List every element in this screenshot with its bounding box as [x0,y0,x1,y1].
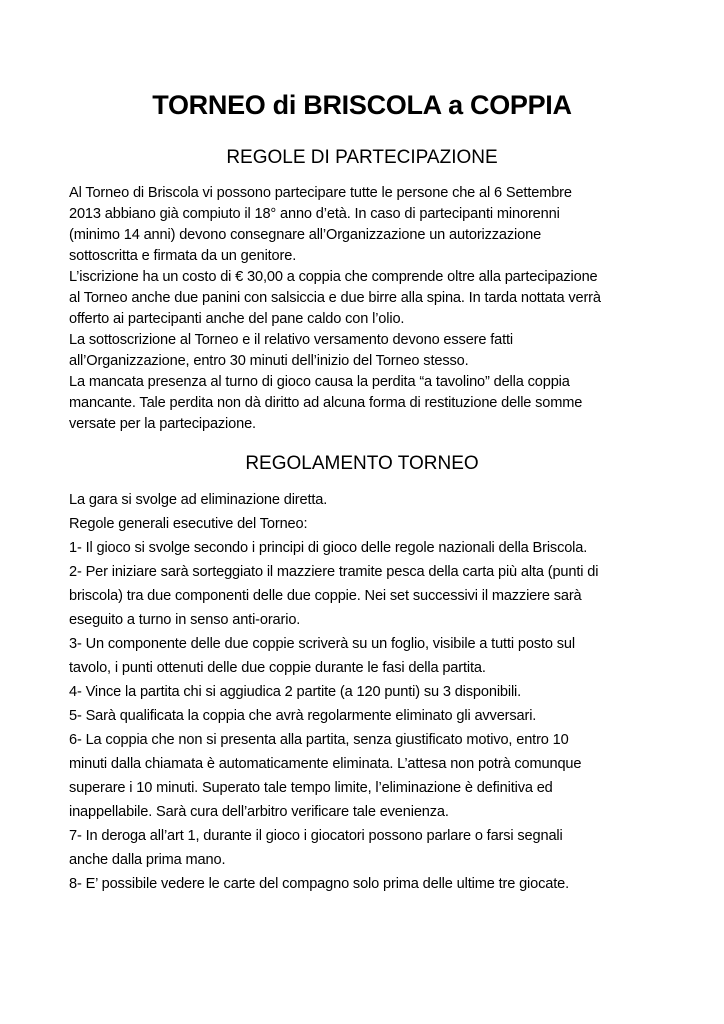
rule-line: 1- Il gioco si svolge secondo i principi di gioco delle regole nazionali della Briscola. [69,540,588,556]
paragraph-line: Al Torneo di Briscola vi possono partecipare tutte le persone che al 6 Settembre [69,185,572,201]
section-heading-regolamento: REGOLAMENTO TORNEO [245,453,479,474]
rule-line: eseguito a turno in senso anti-orario. [69,612,301,628]
paragraph-line: 2013 abbiano già compiuto il 18° anno d’età. In caso di partecipanti minorenni [69,206,560,222]
document-title: TORNEO di BRISCOLA a COPPIA [152,90,572,120]
paragraph-line: (minimo 14 anni) devono consegnare all’Organizzazione un autorizzazione [69,227,542,243]
paragraph-line: L’iscrizione ha un costo di € 30,00 a coppia che comprende oltre alla partecipazione [69,269,598,285]
paragraph-line: sottoscritta e firmata da un genitore. [69,248,297,264]
rule-line: briscola) tra due componenti delle due coppie. Nei set successivi il mazziere sarà [69,588,582,604]
section-body-regole [69,183,659,435]
rule-line: minuti dalla chiamata è automaticamente eliminata. L’attesa non potrà comunque [69,756,582,772]
rule-line: 7- In deroga all’art 1, durante il gioco i giocatori possono parlare o farsi segnali [69,828,563,844]
paragraph-line: La sottoscrizione al Torneo e il relativo versamento devono essere fatti [69,332,514,348]
rule-line: Regole generali esecutive del Torneo: [69,516,308,532]
section-body-regolamento [69,488,659,896]
paragraph-line: versate per la partecipazione. [69,416,256,432]
paragraph-line: al Torneo anche due panini con salsiccia e due birre alla spina. In tarda nottata verrà [69,290,601,306]
rule-line: 4- Vince la partita chi si aggiudica 2 partite (a 120 punti) su 3 disponibili. [69,684,522,700]
paragraph-line: La mancata presenza al turno di gioco causa la perdita “a tavolino” della coppia [69,374,570,390]
rule-line: 6- La coppia che non si presenta alla partita, senza giustificato motivo, entro 10 [69,732,569,748]
rule-line: La gara si svolge ad eliminazione diretta. [69,492,328,508]
rule-line: 2- Per iniziare sarà sorteggiato il mazziere tramite pesca della carta più alta (punti di [69,564,599,580]
paragraph-line: mancante. Tale perdita non dà diritto ad alcuna forma di restituzione delle somme [69,395,583,411]
rule-line: 8- E’ possibile vedere le carte del compagno solo prima delle ultime tre giocate. [69,876,569,892]
rule-line: 3- Un componente delle due coppie scriverà su un foglio, visibile a tutti posto sul [69,636,575,652]
rule-line: tavolo, i punti ottenuti delle due coppie durante le fasi della partita. [69,660,486,676]
rule-line: 5- Sarà qualificata la coppia che avrà regolarmente eliminato gli avversari. [69,708,537,724]
rule-line: anche dalla prima mano. [69,852,226,868]
rule-line: superare i 10 minuti. Superato tale tempo limite, l’eliminazione è definitiva ed [69,780,553,796]
paragraph-line: all’Organizzazione, entro 30 minuti dell’inizio del Torneo stesso. [69,353,469,369]
paragraph-line: offerto ai partecipanti anche del pane caldo con l’olio. [69,311,405,327]
section-heading-regole: REGOLE DI PARTECIPAZIONE [226,147,498,168]
rule-line: inappellabile. Sarà cura dell’arbitro verificare tale evenienza. [69,804,449,820]
